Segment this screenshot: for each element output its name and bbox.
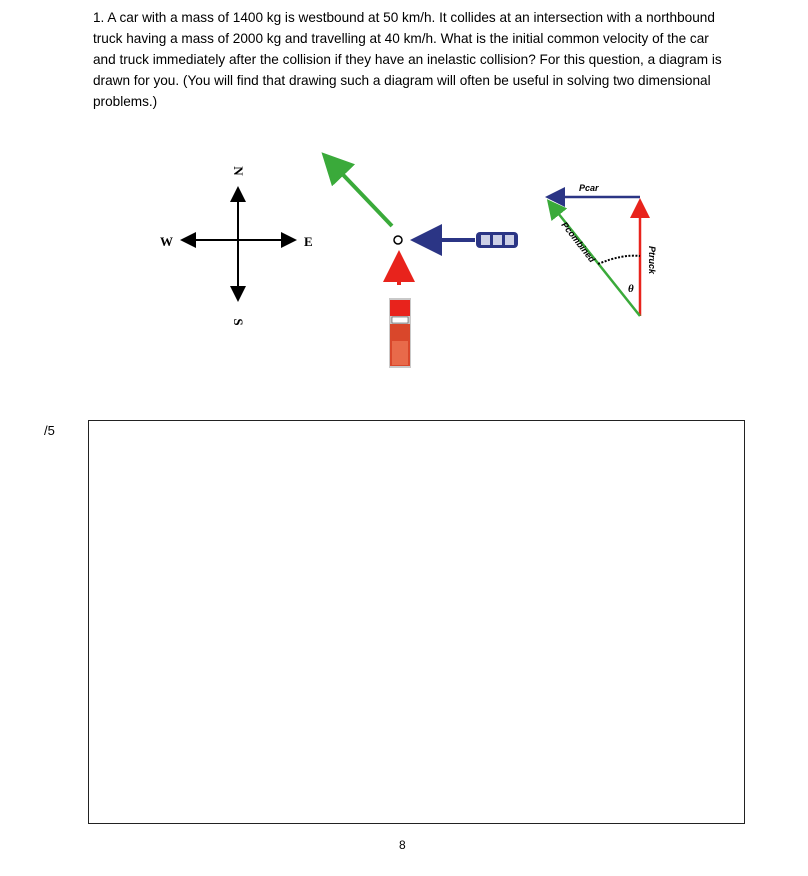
compass-south-label: S bbox=[231, 318, 246, 326]
collision-point bbox=[394, 236, 402, 244]
car bbox=[418, 232, 518, 248]
compass-west-label: W bbox=[160, 234, 173, 249]
vector-triangle bbox=[550, 183, 657, 316]
compass bbox=[160, 166, 313, 325]
angle-arc bbox=[598, 256, 640, 264]
page-number: 8 bbox=[399, 838, 406, 852]
p-combined-label: Pcombined bbox=[559, 219, 598, 265]
truck bbox=[389, 258, 411, 368]
angle-theta-label: θ bbox=[628, 283, 634, 295]
physics-diagram bbox=[0, 0, 808, 420]
p-truck-label: Ptruck bbox=[647, 245, 657, 275]
compass-east-label: E bbox=[304, 234, 313, 249]
answer-box[interactable] bbox=[88, 420, 745, 824]
combined-path-line bbox=[327, 158, 392, 226]
score-label: /5 bbox=[44, 423, 55, 438]
question-text: 1. A car with a mass of 1400 kg is westbound at 50 km/h. It collides at an intersection with a northbound truck having a mass of 2000 kg and travelling at 40 km/h. What is the initial common velocity of the car and truck immediately after the collision if they have an inelastic collision? For this question, a diagram is drawn for you. (You will find that drawing such a diagram will often be useful in solving two dimensional problems.) bbox=[93, 10, 722, 109]
p-car-label: Pcar bbox=[579, 183, 599, 193]
compass-north-label: N bbox=[231, 166, 246, 176]
